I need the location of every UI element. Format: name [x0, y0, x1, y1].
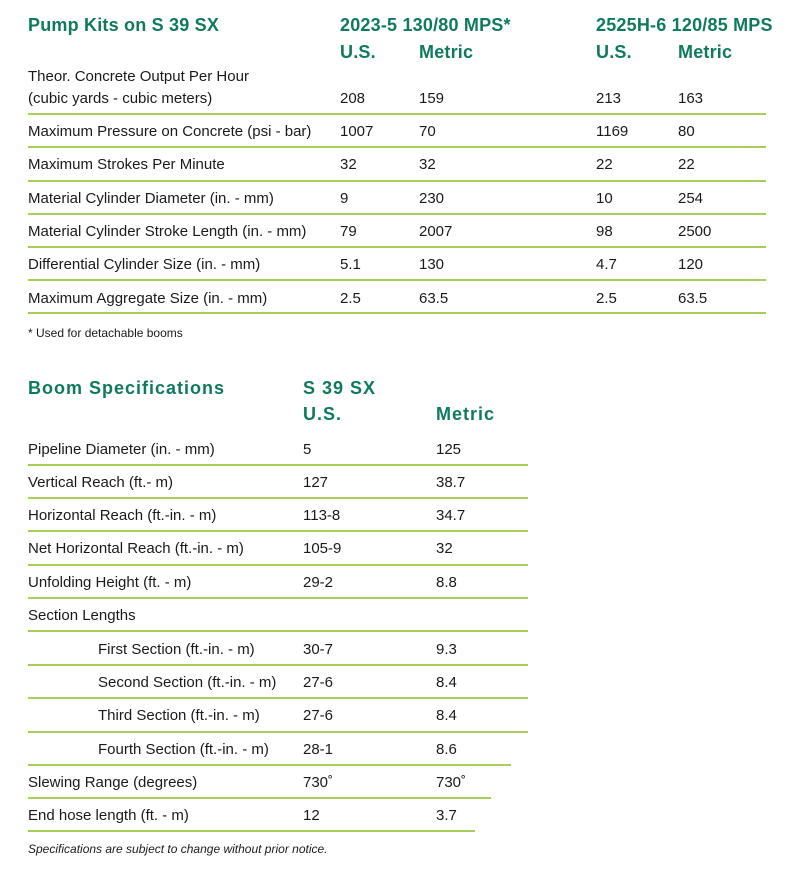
kit1-metric-header: Metric [419, 42, 474, 62]
row-divider [28, 113, 766, 115]
pump-cell: 32 [419, 156, 436, 173]
pump-cell: 5.1 [340, 256, 361, 273]
row-divider [28, 246, 766, 248]
pump-cell: 4.7 [596, 256, 617, 273]
pump-cell: 9 [340, 190, 349, 207]
row-divider [28, 731, 528, 733]
boom-row-label: Vertical Reach (ft.- m) [28, 474, 174, 491]
pump-cell: 22 [678, 156, 695, 173]
pump-cell: 163 [678, 90, 704, 107]
boom-row-label: Second Section (ft.-in. - m) [98, 674, 277, 691]
row-divider [28, 213, 766, 215]
boom-row-label: Net Horizontal Reach (ft.-in. - m) [28, 540, 244, 557]
boom-cell: 8.4 [436, 674, 457, 691]
boom-cell: 105-9 [303, 540, 342, 557]
pump-cell: 2007 [419, 223, 453, 240]
pump-cell: 80 [678, 123, 695, 140]
boom-cell: 8.8 [436, 574, 457, 591]
boom-cell: 730˚ [436, 774, 467, 791]
pump-cell: 208 [340, 90, 366, 107]
row-divider [28, 597, 528, 599]
row-divider [28, 664, 528, 666]
boom-cell: 113-8 [303, 507, 341, 524]
boom-row-label: Third Section (ft.-in. - m) [98, 707, 260, 724]
pump-cell: 79 [340, 223, 357, 240]
pump-cell: 1007 [340, 123, 374, 140]
pump-row-label: Maximum Strokes Per Minute [28, 156, 225, 173]
pump-cell: 63.5 [678, 290, 708, 307]
pump-row-label: Material Cylinder Diameter (in. - mm) [28, 190, 274, 207]
row-divider [28, 497, 528, 499]
boom-row-label: Unfolding Height (ft. - m) [28, 574, 192, 591]
pump-row-label: Theor. Concrete Output Per Hour [28, 68, 249, 85]
pump-cell: 120 [678, 256, 704, 273]
kit2-metric-header: Metric [678, 42, 733, 62]
row-divider [28, 697, 528, 699]
boom-cell: 8.6 [436, 741, 457, 758]
row-divider [28, 312, 766, 314]
row-divider [28, 764, 511, 766]
pump-cell: 10 [596, 190, 613, 207]
row-divider [28, 564, 528, 566]
pump-cell: 2.5 [340, 290, 361, 307]
boom-cell: 38.7 [436, 474, 466, 491]
boom-cell: 34.7 [436, 507, 466, 524]
disclaimer: Specifications are subject to change without prior notice. [28, 842, 328, 856]
boom-cell: 127 [303, 474, 329, 491]
boom-cell: 3.7 [436, 807, 457, 824]
kit1-header: 2023-5 130/80 MPS* [340, 15, 511, 35]
boom-cell: 28-1 [303, 741, 334, 758]
boom-cell: 12 [303, 807, 320, 824]
boom-cell: 8.4 [436, 707, 457, 724]
pump-cell: 22 [596, 156, 613, 173]
section-lengths-label: Section Lengths [28, 607, 136, 624]
boom-cell: 125 [436, 441, 462, 458]
boom-cell: 29-2 [303, 574, 334, 591]
kit2-header: 2525H-6 120/85 MPS [596, 15, 773, 35]
row-divider [28, 530, 528, 532]
boom-cell: 30-7 [303, 641, 334, 658]
pump-row-label: Differential Cylinder Size (in. - mm) [28, 256, 261, 273]
boom-cell: 32 [436, 540, 453, 557]
kit1-us-header: U.S. [340, 42, 376, 62]
pump-cell: 213 [596, 90, 622, 107]
pump-cell: 98 [596, 223, 613, 240]
boom-cell: 5 [303, 441, 312, 458]
pump-row-label: Material Cylinder Stroke Length (in. - mm) [28, 223, 307, 240]
boom-row-label: End hose length (ft. - m) [28, 807, 189, 824]
pump-cell: 2500 [678, 223, 712, 240]
boom-us-header: U.S. [303, 404, 343, 424]
boom-metric-header: Metric [436, 404, 496, 424]
pump-cell: 2.5 [596, 290, 617, 307]
boom-row-label: Slewing Range (degrees) [28, 774, 198, 791]
pump-cell: 230 [419, 190, 445, 207]
pump-cell: 159 [419, 90, 445, 107]
boom-cell: 730˚ [303, 774, 334, 791]
pump-table-title: Pump Kits on S 39 SX [28, 15, 220, 35]
pump-row-label-2: (cubic yards - cubic meters) [28, 90, 213, 107]
row-divider [28, 279, 766, 281]
kit2-us-header: U.S. [596, 42, 632, 62]
boom-table-title: Boom Specifications [28, 378, 226, 398]
row-divider [28, 180, 766, 182]
pump-cell: 1169 [596, 123, 629, 140]
row-divider [28, 630, 528, 632]
pump-cell: 70 [419, 123, 436, 140]
row-divider [28, 830, 475, 832]
pump-cell: 32 [340, 156, 357, 173]
boom-row-label: First Section (ft.-in. - m) [98, 641, 255, 658]
pump-footnote: * Used for detachable booms [28, 326, 183, 340]
pump-cell: 63.5 [419, 290, 449, 307]
boom-row-label: Fourth Section (ft.-in. - m) [98, 741, 269, 758]
boom-model-header: S 39 SX [303, 378, 377, 398]
boom-row-label: Pipeline Diameter (in. - mm) [28, 441, 215, 458]
boom-cell: 9.3 [436, 641, 457, 658]
boom-cell: 27-6 [303, 707, 334, 724]
pump-cell: 130 [419, 256, 445, 273]
row-divider [28, 797, 491, 799]
pump-row-label: Maximum Pressure on Concrete (psi - bar) [28, 123, 312, 140]
row-divider [28, 464, 528, 466]
boom-row-label: Horizontal Reach (ft.-in. - m) [28, 507, 217, 524]
row-divider [28, 146, 766, 148]
pump-cell: 254 [678, 190, 704, 207]
pump-row-label: Maximum Aggregate Size (in. - mm) [28, 290, 268, 307]
boom-cell: 27-6 [303, 674, 334, 691]
